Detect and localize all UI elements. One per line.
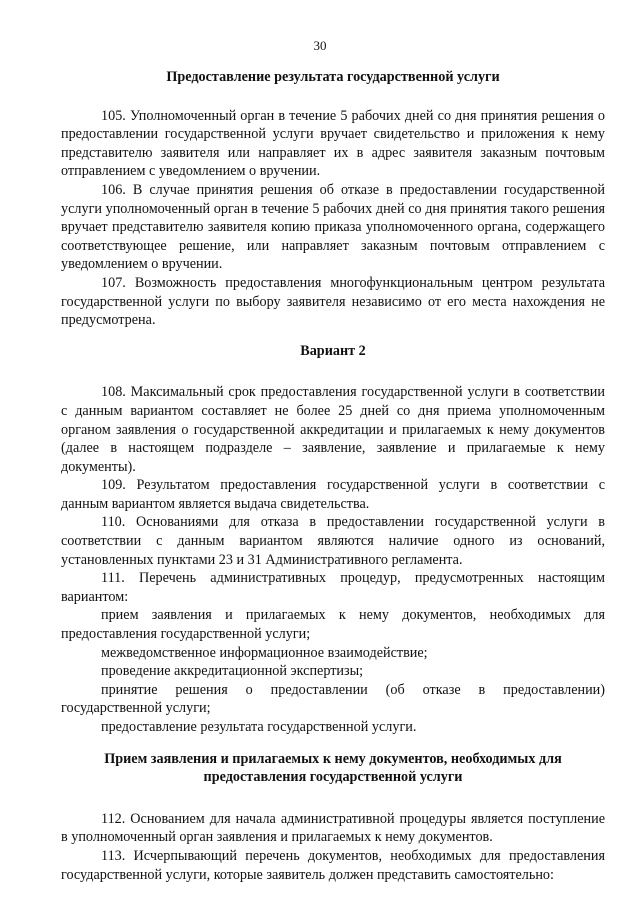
- procedure-list-item: проведение аккредитационной экспертизы;: [101, 663, 364, 680]
- document-body: [61, 68, 605, 884]
- procedure-list-item: принятие решения о предоставлении (об отказе в предоставлении) государственной услуги;: [61, 681, 605, 717]
- paragraph-111: 111. Перечень административных процедур, предусмотренных настоящим вариантом:: [61, 570, 605, 605]
- paragraph-108: 108. Максимальный срок предоставления государственной услуги в соответствии с данным вариантом составляет не более 25 дней со дня приема уполномоченным органом заявления о государственной аккредитации и прилагаемых к нему документов (далее в настоящем подразделе – заявление, заявление и прилагаемые к нему документы).: [61, 384, 605, 475]
- paragraph-109: 109. Результатом предоставления государственной услуги в соответствии с данным вариантом является выдача свидетельства.: [61, 477, 605, 512]
- paragraph-112: 112. Основанием для начала административной процедуры является поступление в уполномоченный орган заявления и прилагаемых к нему документов.: [61, 810, 605, 846]
- section-heading-intake: Прием заявления и прилагаемых к нему документов, необходимых для предоставления государственной услуги: [104, 750, 562, 786]
- section-heading-result: Предоставление результата государственной услуги: [166, 69, 500, 85]
- paragraph-113: 113. Исчерпывающий перечень документов, необходимых для предоставления государственной услуги, которые заявитель должен представить самостоятельно:: [61, 847, 605, 883]
- paragraph-106: 106. В случае принятия решения об отказе в предоставлении государственной услуги уполномоченный орган в течение 5 рабочих дней со дня принятия такого решения вручает представителю заявителя копию приказа уполномоченного органа, содержащего соответствующее решение, или направляет заказным почтовым отправлением с уведомлением о вручении.: [61, 181, 605, 273]
- procedure-list-item: межведомственное информационное взаимодействие;: [101, 644, 428, 661]
- section-heading-variant-2: Вариант 2: [300, 342, 366, 359]
- procedure-list-item: предоставление результата государственной услуги.: [101, 719, 417, 735]
- paragraph-110: 110. Основаниями для отказа в предоставлении государственной услуги в соответствии с данным вариантом являются наличие одного из оснований, установленных пунктами 23 и 31 Административного регламента.: [61, 514, 605, 568]
- paragraph-107: 107. Возможность предоставления многофункциональным центром результата государственной услуги по выбору заявителя независимо от его места нахождения не предусмотрена.: [61, 274, 605, 329]
- paragraph-105: 105. Уполномоченный орган в течение 5 рабочих дней со дня принятия решения о предоставлении государственной услуги вручает свидетельство и приложения к нему представителю заявителя или направляет их в адрес заявителя заказным почтовым отправлением с уведомлением о вручении.: [61, 107, 605, 180]
- procedure-list-item: прием заявления и прилагаемых к нему документов, необходимых для предоставления государственной услуги;: [61, 607, 605, 643]
- page-number: 30: [313, 38, 327, 53]
